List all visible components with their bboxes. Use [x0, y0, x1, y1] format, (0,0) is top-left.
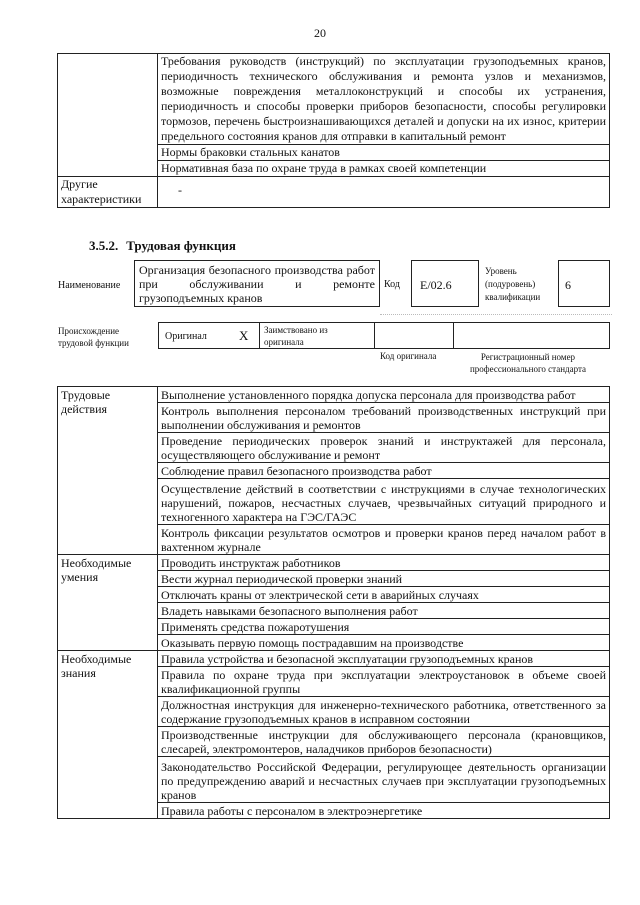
section-title — [89, 238, 244, 254]
labor-function-table — [57, 386, 610, 819]
original-mark: X — [239, 328, 249, 343]
knowledge-row: Должностная инструкция для инженерно-технического работника, ответственного за содержание грузоподъемных кранов в исправном состоянии — [158, 697, 610, 727]
skill-row: Владеть навыками безопасного выполнения работ — [158, 603, 610, 619]
borrowed-label-line: Заимствовано из — [264, 325, 328, 335]
label-line: Необходимые — [61, 556, 132, 570]
original-code-cell — [374, 322, 454, 349]
label-line: умения — [61, 570, 99, 584]
level-label-line: (подуровень) — [485, 279, 536, 289]
knowledge-row: Правила работы с персоналом в электроэнергетике — [158, 803, 610, 819]
skill-row: Применять средства пожаротушения — [158, 619, 610, 635]
knowledge-row: Производственные инструкции для обслуживающего персонала (крановщиков, слесарей, электромонтеров, наладчиков приборов безопасности) — [158, 727, 610, 757]
section-number: 3.5.2. — [89, 238, 119, 253]
labor-action-row: Соблюдение правил безопасного производства работ — [158, 463, 610, 479]
label-line: Трудовые — [61, 388, 111, 402]
skills-label — [58, 555, 158, 651]
registration-caption-line: Регистрационный номер — [480, 352, 576, 362]
label-line: Необходимые — [61, 652, 132, 666]
origin-label — [58, 325, 129, 349]
level-label — [485, 265, 540, 304]
borrowed-label-line: оригинала — [264, 337, 304, 347]
table-cell: Нормы браковки стальных канатов — [158, 145, 610, 161]
skill-row: Отключать краны от электрической сети в аварийных случаях — [158, 587, 610, 603]
label-line: знания — [61, 666, 96, 680]
original-code-caption: Код оригинала — [380, 351, 437, 361]
table-cell: Нормативная база по охране труда в рамках своей компетенции — [158, 161, 610, 177]
origin-label-line: трудовой функции — [58, 338, 129, 348]
registration-number-caption — [462, 351, 594, 375]
skill-row: Оказывать первую помощь пострадавшим на производстве — [158, 635, 610, 651]
code-value: E/02.6 — [411, 260, 479, 307]
name-label: Наименование — [58, 280, 121, 291]
level-label-line: квалификации — [485, 292, 541, 302]
labor-action-row: Осуществление действий в соответствии с инструкциями в случае технологических нарушений, пожаров, несчастных случаев, чрезвычайных ситуаций природного и техногенного характера на ГЭС/ГАЭС — [158, 479, 610, 525]
knowledge-label — [58, 651, 158, 819]
knowledge-row: Правила по охране труда при эксплуатации электроустановок в объеме своей квалификационной группы — [158, 667, 610, 697]
knowledge-continuation-table — [57, 53, 610, 208]
registration-caption-line: профессионального стандарта — [469, 364, 587, 374]
level-label-line: Уровень — [485, 266, 517, 276]
original-cell — [158, 322, 260, 349]
labor-action-row: Проведение периодических проверок знаний и инструктажей для персонала, осуществляющего обслуживание и ремонт — [158, 433, 610, 463]
section-name: Трудовая функция — [126, 238, 236, 253]
borrowed-cell — [259, 322, 375, 349]
dotted-divider — [380, 314, 612, 315]
labor-action-row: Выполнение установленного порядка допуска персонала для производства работ — [158, 387, 610, 403]
code-label: Код — [384, 279, 400, 290]
registration-number-cell — [453, 322, 610, 349]
function-name-box: Организация безопасного производства работ при обслуживании и ремонте грузоподъемных кранов — [134, 260, 380, 307]
labor-action-row: Контроль выполнения персоналом требований производственных инструкций при выполнении обслуживания и ремонтов — [158, 403, 610, 433]
table-cell: Требования руководств (инструкций) по эксплуатации грузоподъемных кранов, периодичность технического обслуживания и ремонта узлов и механизмов, возможные повреждения металлоконструкций и способы их устранения, периодичность и способы проверки приборов безопасности, способы регулировки тормозов, перечень быстроизнашивающихся деталей и допуски на их износ, критерии предельного состояния кранов для отправки в капитальный ремонт — [158, 54, 610, 145]
borrowed-label — [264, 324, 328, 348]
label-line: действия — [61, 402, 108, 416]
empty-label-cell — [58, 54, 158, 177]
level-value: 6 — [558, 260, 610, 307]
labor-action-row: Контроль фиксации результатов осмотров и проверки кранов перед началом работ в вахтенном журнале — [158, 525, 610, 555]
skill-row: Вести журнал периодической проверки знаний — [158, 571, 610, 587]
page-number: 20 — [314, 26, 326, 40]
knowledge-row: Правила устройства и безопасной эксплуатации грузоподъемных кранов — [158, 651, 610, 667]
other-characteristics-label: Другие характеристики — [58, 177, 158, 208]
knowledge-row: Законодательство Российской Федерации, регулирующее деятельность организации по предупреждению аварий и несчастных случаев при эксплуатации грузоподъемных кранов — [158, 757, 610, 803]
other-characteristics-value: - — [158, 177, 610, 208]
original-label: Оригинал — [165, 331, 207, 342]
skill-row: Проводить инструктаж работников — [158, 555, 610, 571]
labor-actions-label — [58, 387, 158, 555]
origin-label-line: Происхождение — [58, 326, 120, 336]
